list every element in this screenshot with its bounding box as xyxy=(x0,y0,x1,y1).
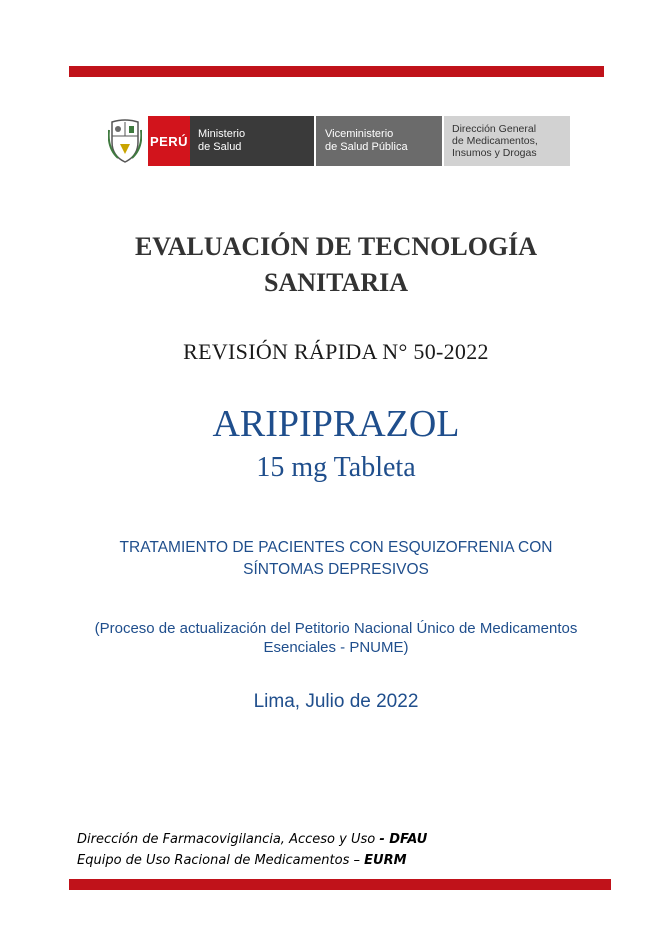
drug-dose: 15 mg Tableta xyxy=(256,452,416,483)
ministerio-label: Ministerio de Salud xyxy=(190,116,314,166)
document-title: EVALUACIÓN DE TECNOLOGÍA SANITARIA xyxy=(134,232,538,297)
place-date: Lima, Julio de 2022 xyxy=(253,691,419,712)
revision-number: REVISIÓN RÁPIDA N° 50-2022 xyxy=(183,339,489,364)
drug-name: ARIPIPRAZOL xyxy=(212,403,460,445)
footer-line-eurm: Equipo de Uso Racional de Medicamentos – EURM xyxy=(77,853,407,868)
process-note: (Proceso de actualización del Petitorio Nacional Único de Medicamentos Esenciales - PNUME) xyxy=(94,620,578,656)
ministry-logo-banner xyxy=(106,116,570,166)
direccion-general-label: Dirección General de Medicamentos, Insumos y Drogas xyxy=(444,116,570,166)
footer-line-dfau: Dirección de Farmacovigilancia, Acceso y Uso - DFAU xyxy=(77,832,428,847)
treatment-indication: TRATAMIENTO DE PACIENTES CON ESQUIZOFRENIA CON SÍNTOMAS DEPRESIVOS xyxy=(119,539,553,578)
peru-label: PERÚ xyxy=(148,116,190,166)
viceministerio-label: Viceministerio de Salud Pública xyxy=(316,116,442,166)
top-red-bar xyxy=(69,66,604,77)
bottom-red-bar xyxy=(69,879,611,890)
peru-coat-of-arms-icon xyxy=(106,116,144,166)
footer-credits xyxy=(77,829,427,871)
